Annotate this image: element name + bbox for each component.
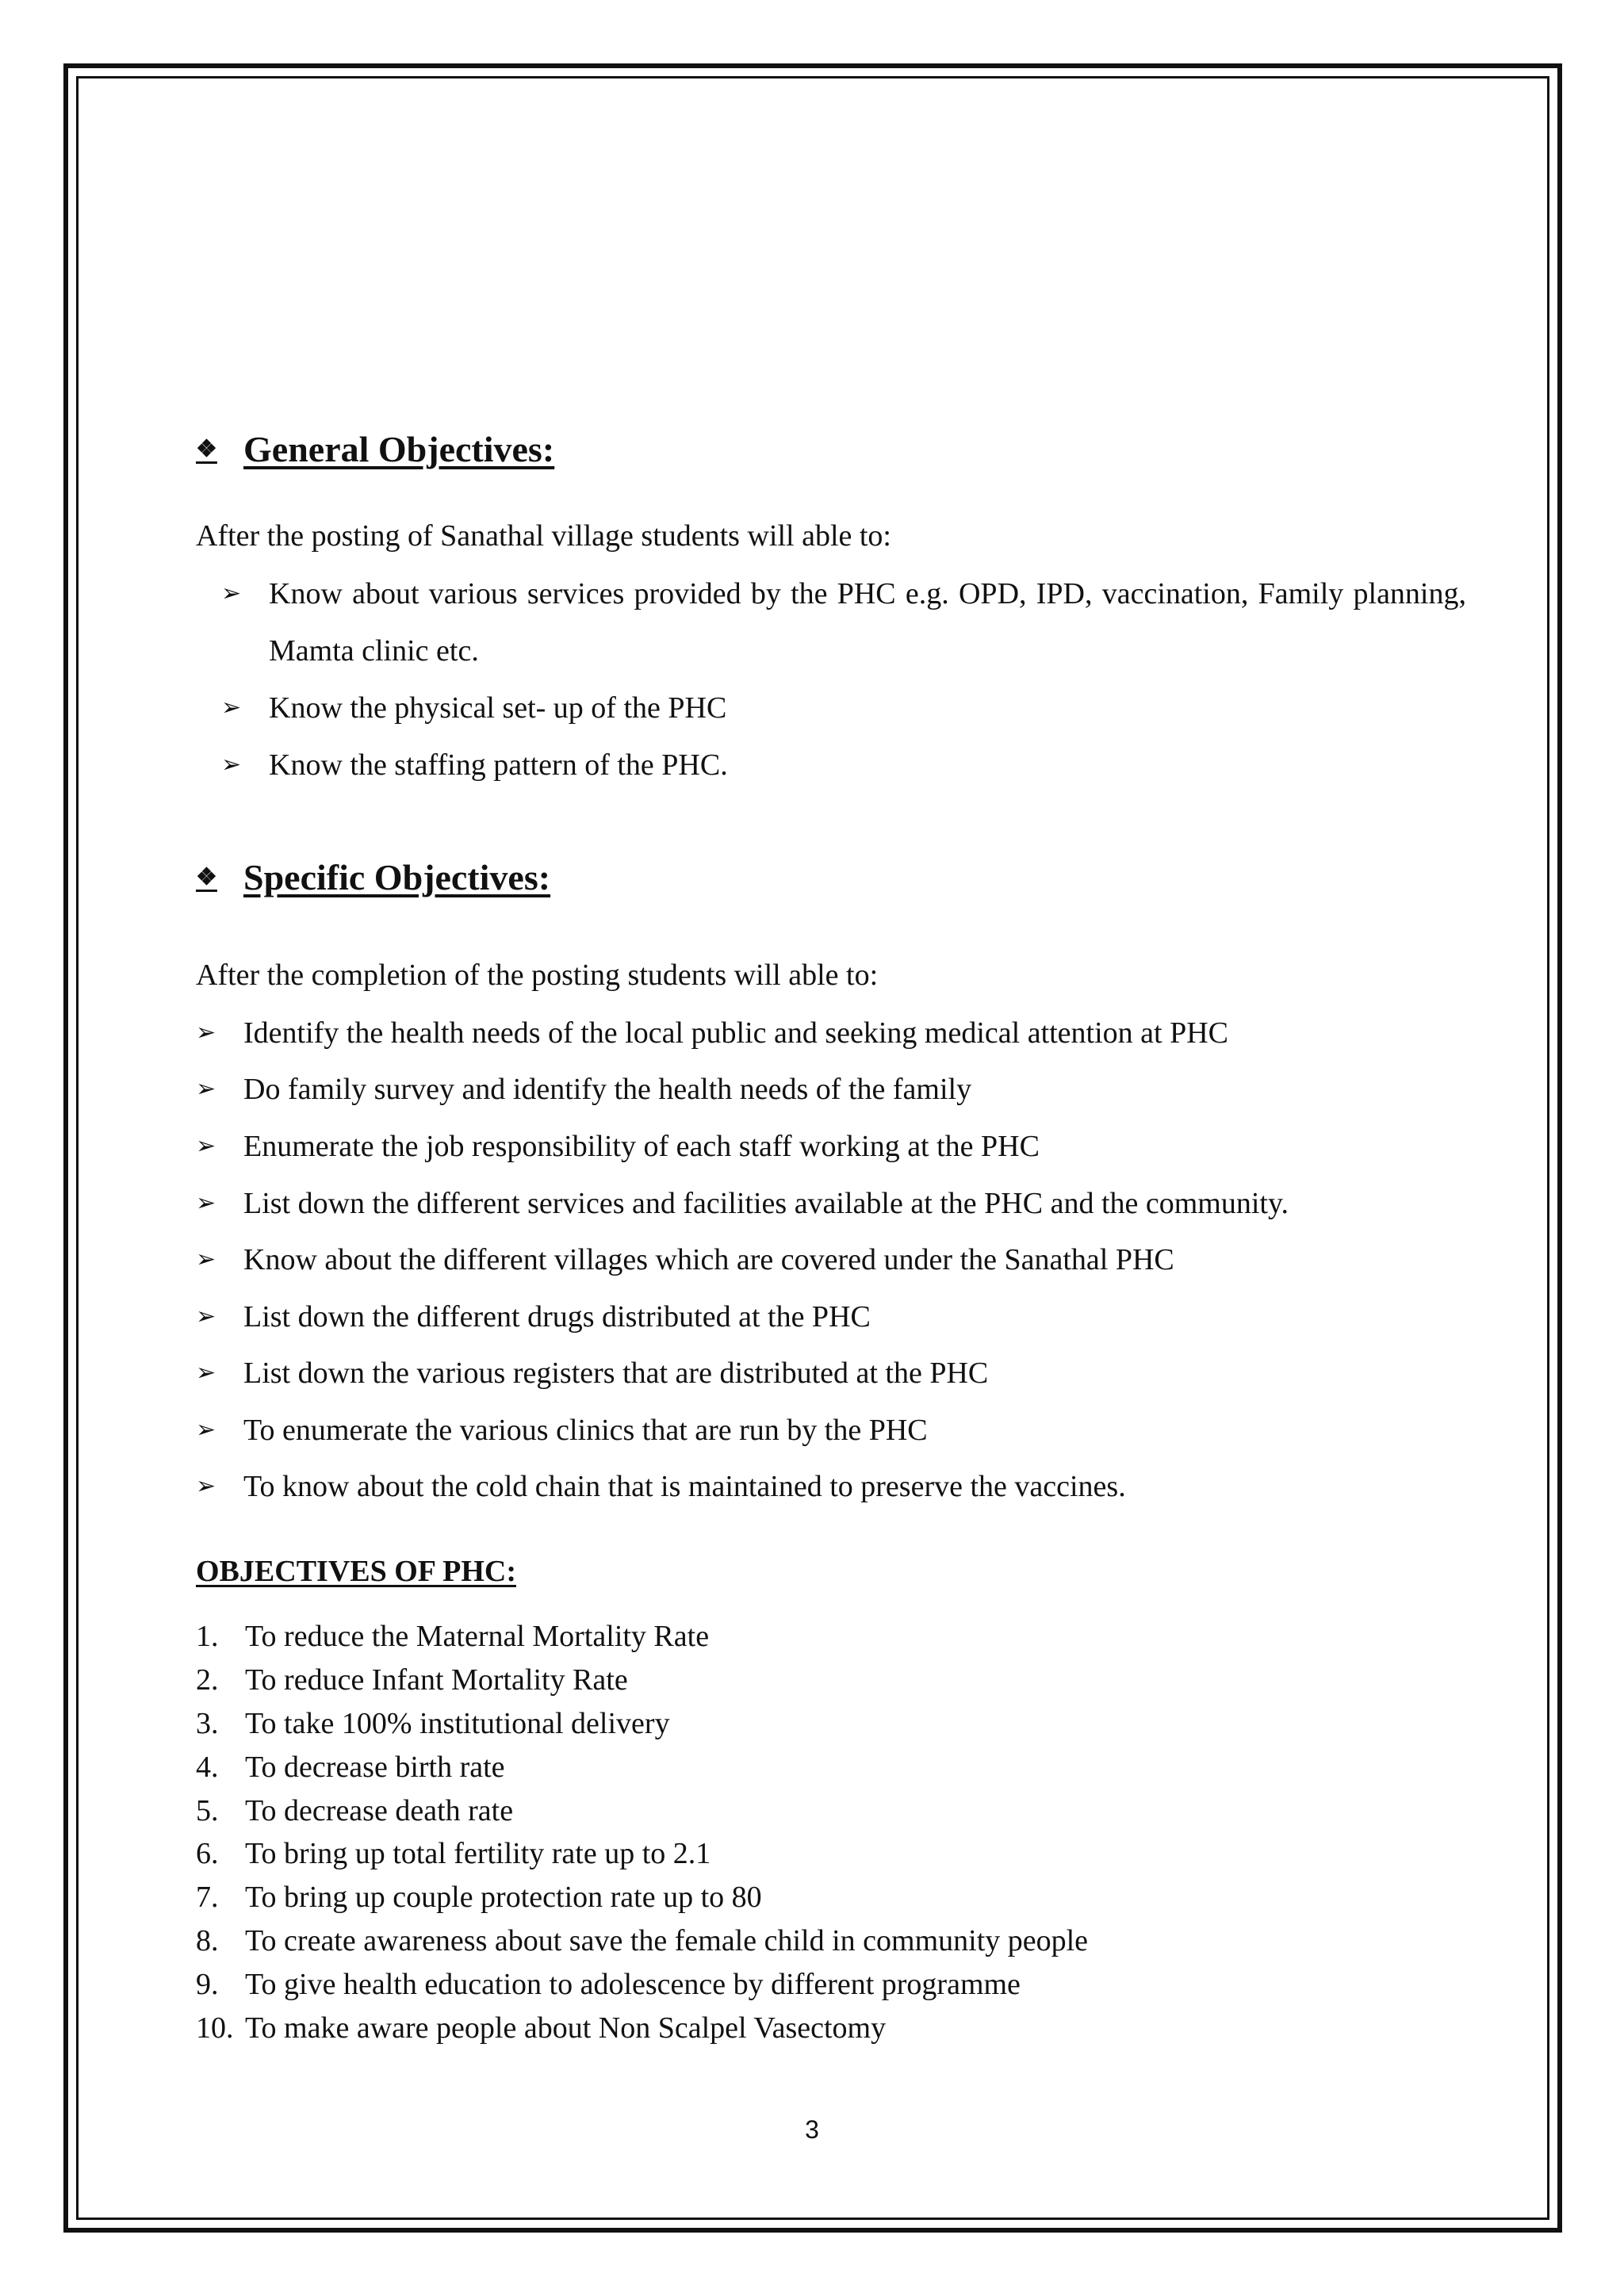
list-item-text: Know about various services provided by the PHC e.g. OPD, IPD, vaccination, Family planning, Mamta clinic etc. — [269, 577, 1466, 668]
numbered-item — [196, 2011, 886, 2045]
numbered-item — [196, 1967, 1021, 2002]
list-item-text: Do family survey and identify the health needs of the family — [243, 1073, 972, 1106]
specific-objectives-heading — [196, 856, 550, 898]
list-item-text: Know the physical set- up of the PHC — [269, 691, 727, 725]
item-number: 9. — [196, 1968, 219, 2001]
list-item-text: List down the different services and facilities available at the PHC and the community. — [243, 1187, 1289, 1220]
list-item — [221, 691, 726, 737]
list-item — [196, 1016, 1228, 1062]
list-item — [196, 1186, 1289, 1232]
list-item — [196, 1299, 871, 1345]
item-number: 10. — [196, 2011, 234, 2045]
page-number: 3 — [805, 2115, 819, 2144]
list-item — [196, 1356, 988, 1402]
diamond-cluster-icon: ❖ — [196, 436, 217, 462]
numbered-item — [196, 1923, 1088, 1958]
item-number: 3. — [196, 1707, 219, 1740]
general-intro: After the posting of Sanathal village students will able to: — [196, 519, 891, 553]
list-item-text: Identify the health needs of the local public and seeking medical attention at PHC — [243, 1016, 1229, 1050]
arrow-right-icon: ➢ — [196, 1303, 216, 1330]
list-item-text: Know the staffing pattern of the PHC. — [269, 748, 728, 782]
numbered-item — [196, 1880, 762, 1915]
list-item — [196, 1413, 928, 1459]
item-text: To decrease death rate — [245, 1794, 514, 1827]
item-text: To decrease birth rate — [245, 1751, 505, 1784]
numbered-item — [196, 1619, 709, 1654]
arrow-right-icon: ➢ — [196, 1472, 216, 1500]
phc-objectives-heading: OBJECTIVES OF PHC: — [196, 1555, 516, 1588]
item-text: To take 100% institutional delivery — [245, 1707, 670, 1740]
list-item-text: To enumerate the various clinics that are run by the PHC — [243, 1414, 928, 1447]
arrow-right-icon: ➢ — [196, 1019, 216, 1047]
arrow-right-icon: ➢ — [196, 1416, 216, 1444]
item-number: 8. — [196, 1924, 219, 1957]
arrow-right-icon: ➢ — [221, 694, 242, 721]
numbered-item — [196, 1836, 710, 1871]
item-number: 1. — [196, 1620, 219, 1653]
item-text: To reduce Infant Mortality Rate — [245, 1663, 628, 1697]
item-text: To give health education to adolescence by different programme — [245, 1968, 1021, 2001]
numbered-item — [196, 1706, 670, 1741]
diamond-cluster-icon: ❖ — [196, 864, 217, 890]
list-item-text: Enumerate the job responsibility of each staff working at the PHC — [243, 1130, 1040, 1163]
item-number: 5. — [196, 1794, 219, 1827]
arrow-right-icon: ➢ — [196, 1359, 216, 1387]
list-item — [196, 1072, 971, 1118]
item-text: To make aware people about Non Scalpel Vasectomy — [245, 2011, 887, 2045]
arrow-right-icon: ➢ — [196, 1189, 216, 1217]
item-text: To bring up couple protection rate up to 80 — [245, 1881, 762, 1914]
general-objectives-heading — [196, 428, 554, 470]
item-text: To reduce the Maternal Mortality Rate — [245, 1620, 710, 1653]
general-objectives-title: General Objectives: — [243, 429, 555, 469]
item-number: 2. — [196, 1663, 219, 1697]
list-item-text: List down the different drugs distributed at the PHC — [243, 1300, 871, 1334]
item-number: 7. — [196, 1881, 219, 1914]
specific-intro: After the completion of the posting students will able to: — [196, 959, 879, 992]
list-item-text: List down the various registers that are distributed at the PHC — [243, 1357, 989, 1390]
arrow-right-icon: ➢ — [196, 1246, 216, 1273]
item-text: To bring up total fertility rate up to 2.1 — [245, 1837, 711, 1870]
list-item — [196, 1242, 1174, 1288]
list-item — [221, 748, 728, 794]
numbered-item — [196, 1793, 513, 1828]
list-item-text: To know about the cold chain that is maintained to preserve the vaccines. — [243, 1470, 1126, 1503]
specific-objectives-title: Specific Objectives: — [243, 857, 551, 897]
list-item — [196, 1469, 1126, 1515]
numbered-item — [196, 1663, 628, 1697]
numbered-item — [196, 1750, 505, 1785]
list-item — [196, 1129, 1040, 1175]
list-item-text: Know about the different villages which are covered under the Sanathal PHC — [243, 1243, 1174, 1276]
item-number: 4. — [196, 1751, 219, 1784]
item-text: To create awareness about save the female child in community people — [245, 1924, 1089, 1957]
list-item — [221, 576, 1484, 679]
arrow-right-icon: ➢ — [196, 1075, 216, 1103]
item-number: 6. — [196, 1837, 219, 1870]
arrow-right-icon: ➢ — [221, 751, 242, 779]
arrow-right-icon: ➢ — [221, 580, 242, 607]
arrow-right-icon: ➢ — [196, 1132, 216, 1160]
